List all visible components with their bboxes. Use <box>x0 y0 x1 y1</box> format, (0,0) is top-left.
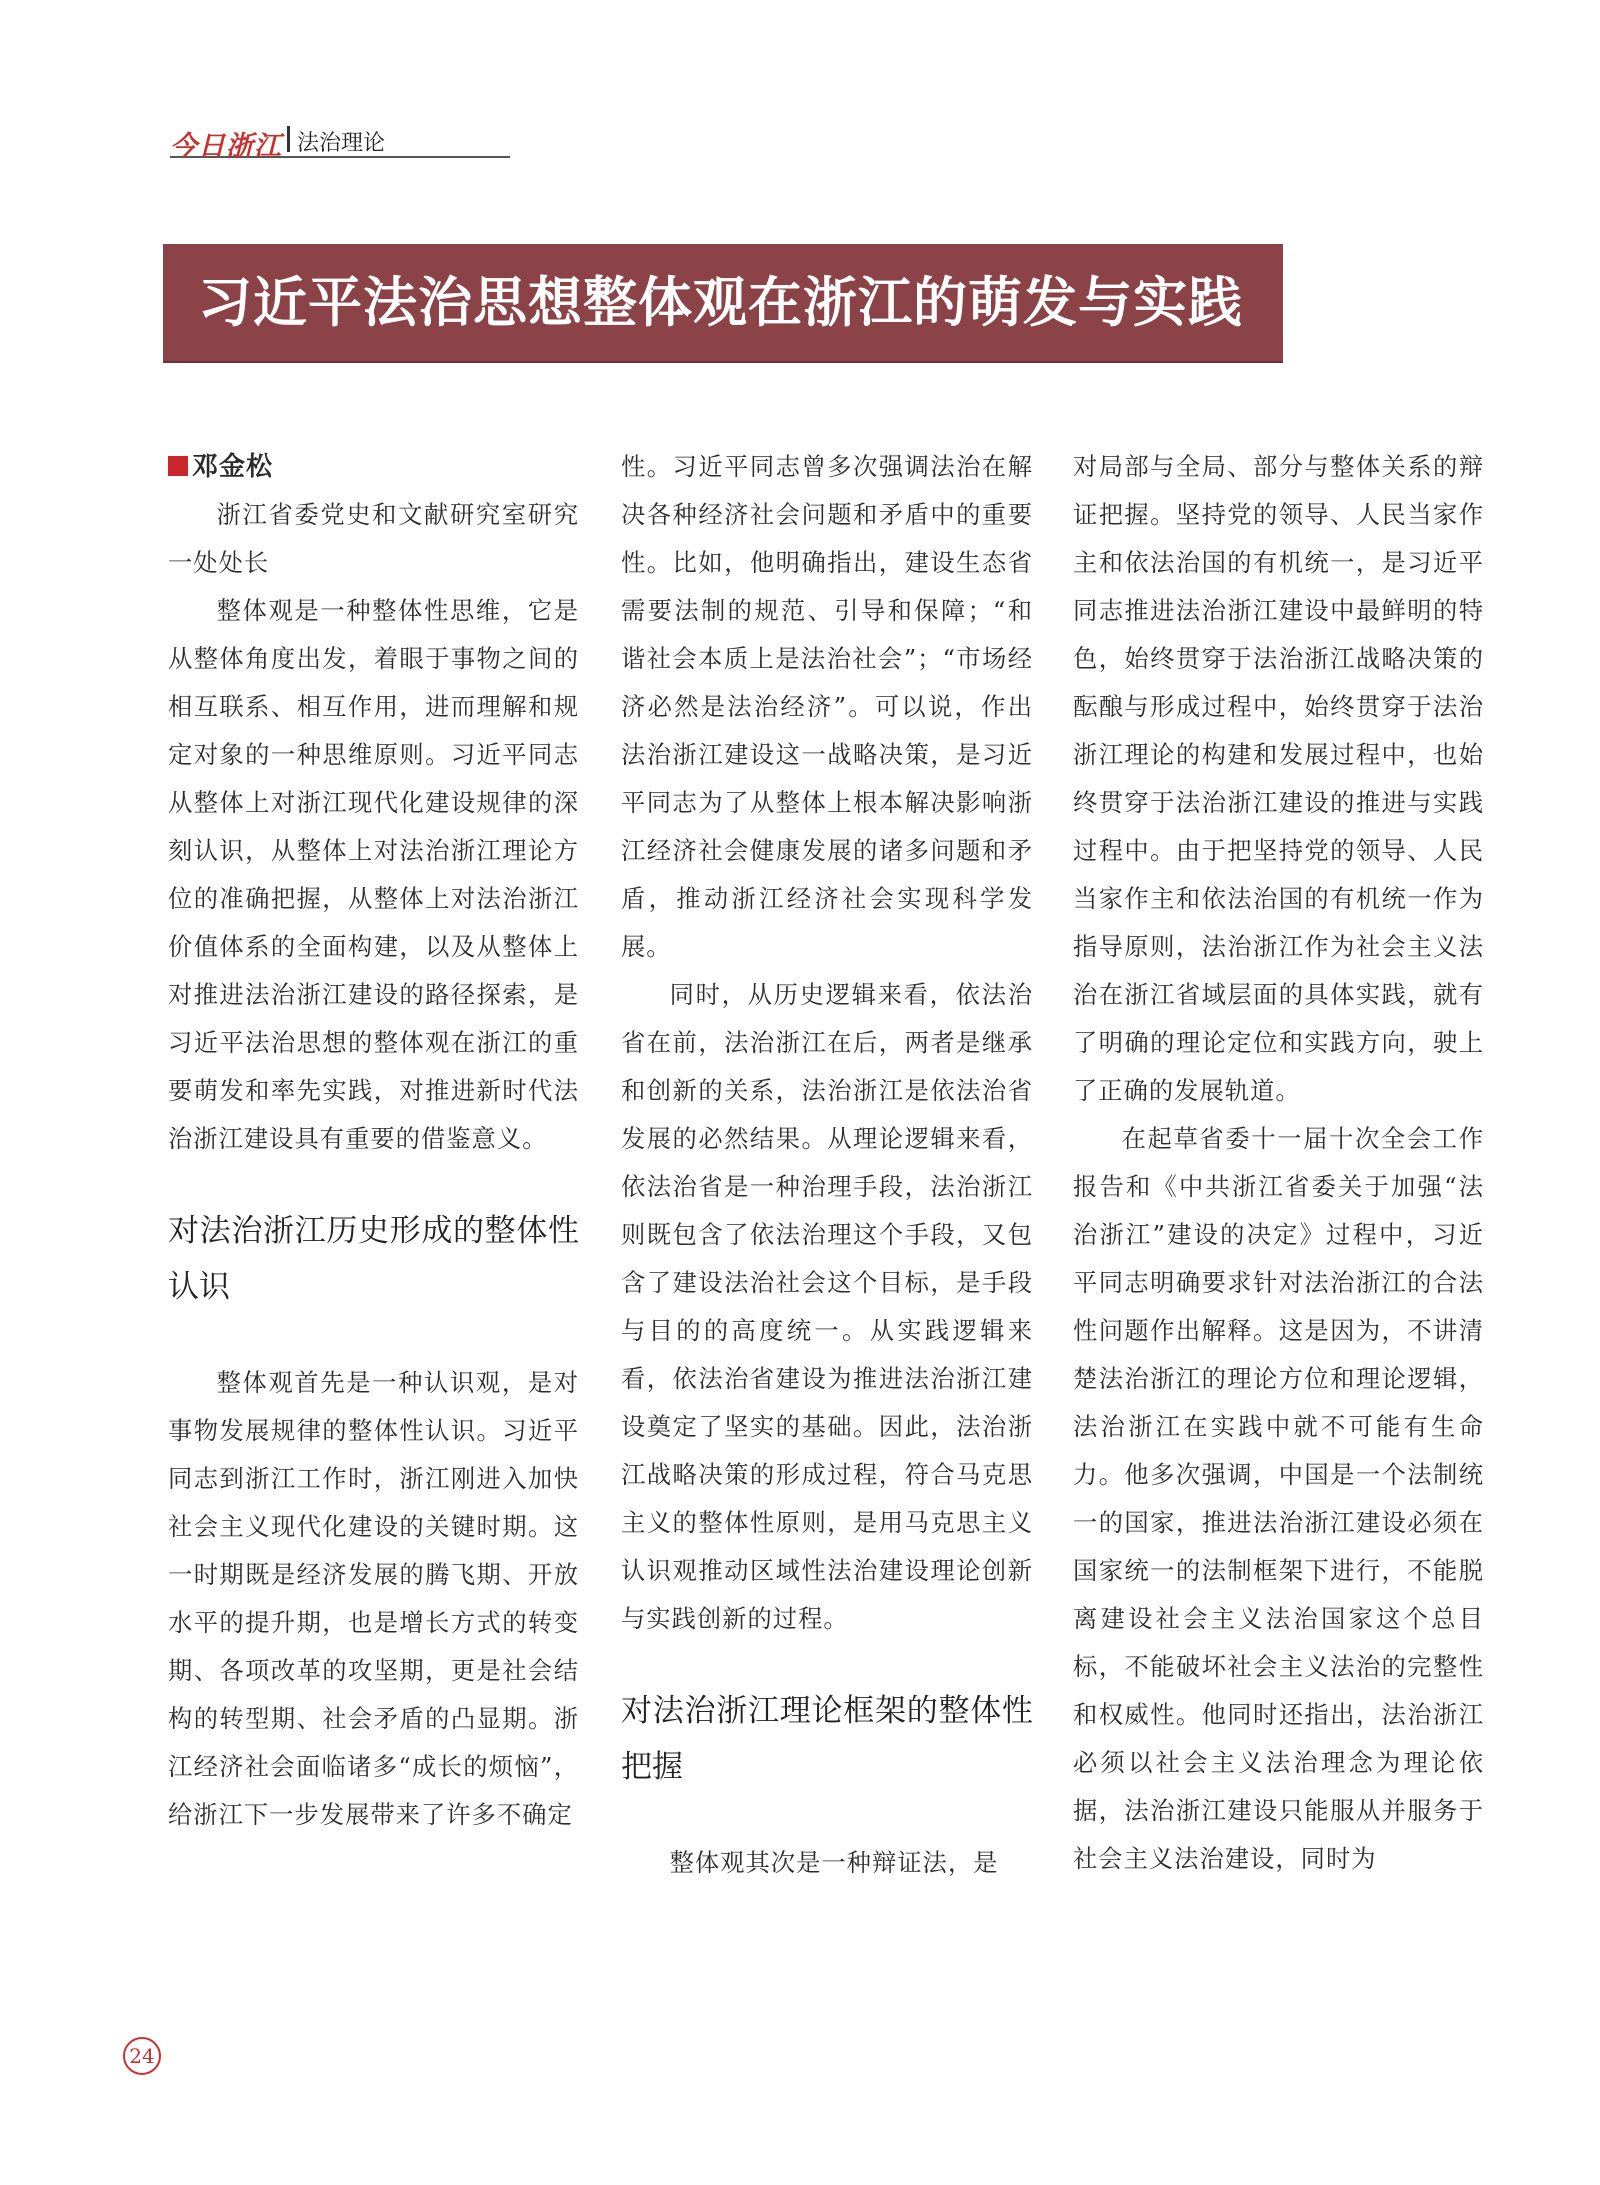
author-name: 邓金松 <box>192 452 274 482</box>
section-label: 法治理论 <box>297 131 386 156</box>
intro-paragraph: 整体观是一种整体性思维，它是从整体角度出发，着眼于事物之间的相互联系、相互作用，进而理解和规定对象的一种思维原则。习近平同志从整体上对浙江现代化建设规律的深刻认识，从整体上对法治浙江理论方位的准确把握，从整体上对法治浙江价值体系的全面构建，以及从整体上对推进法治浙江建设的路径探索，是习近平法治思想的整体观在浙江的重要萌发和率先实践，对推进新时代法治浙江建设具有重要的借鉴意义。 <box>168 596 579 1153</box>
header-divider <box>287 126 290 152</box>
column-3 <box>1073 443 1484 1883</box>
column-2 <box>621 443 1033 1887</box>
article-title: 习近平法治思想整体观在浙江的萌发与实践 <box>198 270 1243 334</box>
body-paragraph: 整体观首先是一种认识观，是对事物发展规律的整体性认识。习近平同志到浙江工作时，浙江刚进入加快社会主义现代化建设的关键时期。这一时期既是经济发展的腾飞期、开放水平的提升期，也是增长方式的转变期、各项改革的攻坚期，更是社会结构的转型期、社会矛盾的凸显期。浙江经济社会面临诸多“成长的烦恼”，给浙江下一步发展带来了许多不确定 <box>168 1368 579 1829</box>
page-number: 24 <box>123 2037 161 2075</box>
page-header <box>170 124 510 162</box>
author-affiliation: 浙江省委党史和文献研究室研究一处处长 <box>168 500 579 577</box>
body-paragraph: 整体观其次是一种辩证法，是 <box>669 1848 999 1877</box>
subheading-2: 对法治浙江理论框架的整体性把握 <box>621 1693 1033 1785</box>
title-banner <box>163 244 1283 361</box>
body-paragraph: 同时，从历史逻辑来看，依法治省在前，法治浙江在后，两者是继承和创新的关系，法治浙江是依法治省发展的必然结果。从理论逻辑来看，依法治省是一种治理手段，法治浙江则既包含了依法治理这个手段，又包含了建设法治社会这个目标，是手段与目的的高度统一。从实践逻辑来看，依法治省建设为推进法治浙江建设奠定了坚实的基础。因此，法治浙江战略决策的形成过程，符合马克思主义的整体性原则，是用马克思主义认识观推动区域性法治建设理论创新与实践创新的过程。 <box>621 980 1033 1633</box>
body-paragraph: 在起草省委十一届十次全会工作报告和《中共浙江省委关于加强“法治浙江”建设的决定》过程中，习近平同志明确要求针对法治浙江的合法性问题作出解释。这是因为，不讲清楚法治浙江的理论方位和理论逻辑，法治浙江在实践中就不可能有生命力。他多次强调，中国是一个法制统一的国家，推进法治浙江建设必须在国家统一的法制框架下进行，不能脱离建设社会主义法治国家这个总目标，不能破坏社会主义法治的完整性和权威性。他同时还指出，法治浙江必须以社会主义法治理念为理论依据，法治浙江建设只能服从并服务于社会主义法治建设，同时为 <box>1073 1124 1484 1873</box>
subheading-1: 对法治浙江历史形成的整体性认识 <box>168 1213 579 1305</box>
author-line <box>168 443 579 491</box>
column-1 <box>168 443 579 1839</box>
body-paragraph: 性。习近平同志曾多次强调法治在解决各种经济社会问题和矛盾中的重要性。比如，他明确指出，建设生态省需要法制的规范、引导和保障；“和谐社会本质上是法治社会”；“市场经济必然是法治经济”。可以说，作出法治浙江建设这一战略决策，是习近平同志为了从整体上根本解决影响浙江经济社会健康发展的诸多问题和矛盾，推动浙江经济社会实现科学发展。 <box>621 452 1033 961</box>
body-paragraph: 对局部与全局、部分与整体关系的辩证把握。坚持党的领导、人民当家作主和依法治国的有机统一，是习近平同志推进法治浙江建设中最鲜明的特色，始终贯穿于法治浙江战略决策的酝酿与形成过程中，始终贯穿于法治浙江理论的构建和发展过程中，也始终贯穿于法治浙江建设的推进与实践过程中。由于把坚持党的领导、人民当家作主和依法治国的有机统一作为指导原则，法治浙江作为社会主义法治在浙江省域层面的具体实践，就有了明确的理论定位和实践方向，驶上了正确的发展轨道。 <box>1073 452 1484 1105</box>
magazine-logo: 今日浙江 <box>170 131 282 162</box>
red-square-marker-icon <box>168 456 188 476</box>
